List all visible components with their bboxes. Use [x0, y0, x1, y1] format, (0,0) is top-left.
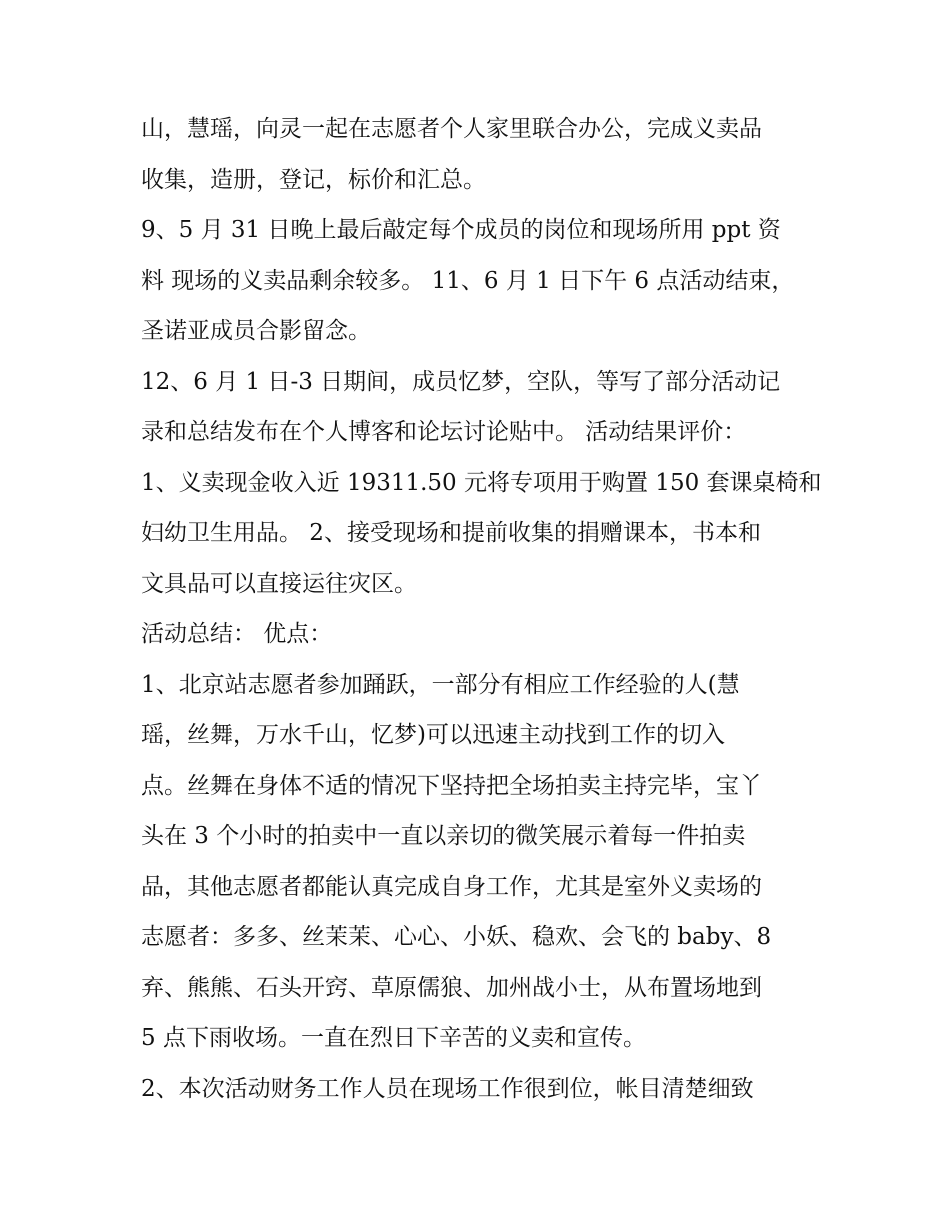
text-line: 料 现场的义卖品剩余较多。 11、6 月 1 日下午 6 点活动结束， — [141, 267, 795, 294]
text-line: 弃、熊熊、石头开窍、草原儒狼、加州战小士，从布置场地到 — [141, 974, 762, 1001]
text-line: 收集，造册，登记，标价和汇总。 — [141, 166, 486, 193]
text-line: 点。丝舞在身体不适的情况下坚持把全场拍卖主持完毕，宝丫 — [141, 772, 762, 799]
text-line: 12、6 月 1 日-3 日期间，成员忆梦，空队，等写了部分活动记 — [141, 368, 781, 395]
text-line: 文具品可以直接运往灾区。 — [141, 570, 417, 597]
body-text — [141, 104, 821, 1114]
text-line: 圣诺亚成员合影留念。 — [141, 318, 371, 344]
text-line: 1、北京站志愿者参加踊跃，一部分有相应工作经验的人(慧 — [141, 671, 740, 698]
text-line: 1、义卖现金收入近 19311.50 元将专项用于购置 150 套课桌椅和 — [141, 469, 822, 496]
section-heading: 活动总结： 优点： — [141, 621, 333, 647]
text-line: 9、5 月 31 日晚上最后敲定每个成员的岗位和现场所用 ppt 资 — [141, 217, 781, 243]
text-line: 头在 3 个小时的拍卖中一直以亲切的微笑展示着每一件拍卖 — [141, 823, 746, 849]
text-line: 品，其他志愿者都能认真完成自身工作，尤其是室外义卖场的 — [141, 873, 762, 900]
text-line: 志愿者：多多、丝茉茉、心心、小妖、稳欢、会飞的 baby、8 — [141, 924, 772, 950]
text-line: 山，慧瑶，向灵一起在志愿者个人家里联合办公，完成义卖品 — [141, 116, 762, 142]
text-line: 录和总结发布在个人博客和论坛讨论贴中。 活动结果评价： — [141, 419, 747, 445]
text-line: 瑶，丝舞，万水千山，忆梦)可以迅速主动找到工作的切入 — [141, 722, 725, 748]
text-line: 妇幼卫生用品。 2、接受现场和提前收集的捐赠课本，书本和 — [141, 520, 761, 546]
text-line: 2、本次活动财务工作人员在现场工作很到位，帐目清楚细致 — [141, 1075, 754, 1102]
text-line: 5 点下雨收场。一直在烈日下辛苦的义卖和宣传。 — [141, 1025, 646, 1051]
